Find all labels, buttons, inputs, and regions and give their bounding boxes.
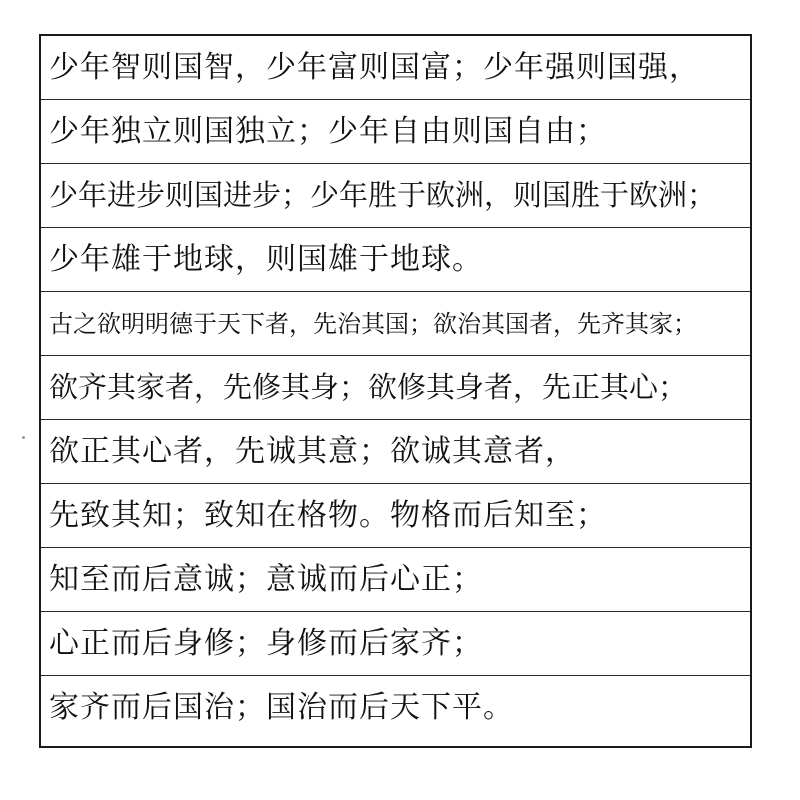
line-text: 家齐而后国治；国治而后天下平。 xyxy=(49,690,514,725)
text-line-3 xyxy=(41,164,750,228)
line-text: 心正而后身修；身修而后家齐； xyxy=(49,625,483,661)
text-line-2 xyxy=(41,100,750,164)
text-line-9 xyxy=(41,548,750,612)
paper-speck xyxy=(22,436,25,439)
line-text: 先致其知；致知在格物。物格而后知至； xyxy=(49,497,607,533)
text-line-8 xyxy=(41,484,750,548)
text-line-5 xyxy=(41,292,750,356)
text-line-7 xyxy=(41,420,750,484)
line-text: 少年雄于地球，则国雄于地球。 xyxy=(49,241,483,277)
line-text: 少年进步则国进步；少年胜于欧洲，则国胜于欧洲； xyxy=(49,178,717,212)
text-line-4 xyxy=(41,228,750,292)
line-text: 古之欲明明德于天下者，先治其国；欲治其国者，先齐其家； xyxy=(49,309,697,338)
text-line-11 xyxy=(41,676,750,740)
line-text: 欲正其心者，先诚其意；欲诚其意者， xyxy=(49,433,576,469)
text-line-6 xyxy=(41,356,750,420)
copybook-sheet xyxy=(39,34,752,748)
text-line-1 xyxy=(41,36,750,100)
line-text: 少年智则国智，少年富则国富；少年强则国强， xyxy=(49,49,700,85)
line-text: 知至而后意诚；意诚而后心正； xyxy=(49,561,483,597)
text-line-10 xyxy=(41,612,750,676)
line-text: 少年独立则国独立；少年自由则国自由； xyxy=(49,113,607,149)
line-text: 欲齐其家者，先修其身；欲修其身者，先正其心； xyxy=(49,370,688,404)
